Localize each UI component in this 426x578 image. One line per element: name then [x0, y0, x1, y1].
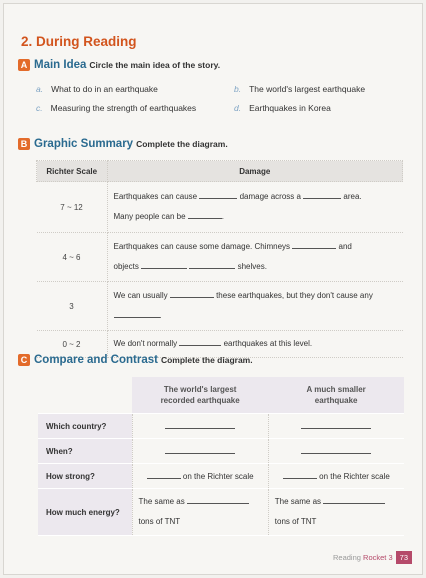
- compare-contrast-table: [38, 377, 404, 536]
- badge-b: B: [18, 138, 30, 150]
- fill-blank[interactable]: [165, 427, 235, 429]
- fill-blank[interactable]: [323, 502, 385, 504]
- badge-a: A: [18, 59, 30, 71]
- fill-blank[interactable]: [187, 502, 249, 504]
- table-row: 3 We can usually these earthquakes, but they don't cause any .: [37, 282, 403, 331]
- option-b[interactable]: b. The world's largest earthquake: [234, 84, 366, 94]
- section-title: 2. During Reading: [21, 34, 137, 49]
- graphic-summary-instruction: Complete the diagram.: [136, 139, 228, 149]
- fill-blank[interactable]: [179, 344, 221, 346]
- row-label-strong: How strong?: [38, 464, 132, 489]
- table-row: 7 ~ 12 Earthquakes can cause damage across a area. Many people can be .: [37, 182, 403, 233]
- workbook-page: [3, 3, 423, 575]
- fill-blank[interactable]: [189, 267, 235, 269]
- page-footer: Reading Rocket 3 73: [333, 551, 412, 564]
- fill-blank[interactable]: [283, 477, 317, 479]
- compare-contrast-title: Compare and Contrast: [34, 354, 158, 366]
- fill-blank[interactable]: [301, 452, 371, 454]
- compare-contrast-heading: [18, 354, 253, 366]
- fill-blank[interactable]: [303, 197, 341, 199]
- page-number: 73: [396, 551, 412, 564]
- option-c[interactable]: c. Measuring the strength of earthquakes: [36, 103, 197, 113]
- table-row: 0 ~ 2 We don't normally earthquakes at this level.: [37, 331, 403, 358]
- fill-blank[interactable]: [188, 217, 222, 219]
- graphic-summary-table: [36, 160, 403, 358]
- fill-blank[interactable]: [199, 197, 237, 199]
- fill-blank[interactable]: [292, 247, 336, 249]
- main-idea-heading: [18, 59, 220, 71]
- header-smaller-earthquake: A much smaller earthquake: [268, 377, 404, 414]
- row-label-country: Which country?: [38, 414, 132, 439]
- table-row: [38, 414, 404, 439]
- option-a[interactable]: a. What to do in an earthquake: [36, 84, 158, 94]
- badge-c: C: [18, 354, 30, 366]
- graphic-summary-heading: [18, 138, 228, 150]
- table-row: [38, 439, 404, 464]
- option-d[interactable]: d. Earthquakes in Korea: [234, 103, 331, 113]
- fill-blank[interactable]: [147, 477, 181, 479]
- graphic-summary-title: Graphic Summary: [34, 138, 134, 150]
- table-row: How much energy? The same as tons of TNT The same as tons of TNT: [38, 489, 404, 536]
- main-idea-instruction: Circle the main idea of the story.: [89, 60, 221, 70]
- table-row: 4 ~ 6 Earthquakes can cause some damage. Chimneys and objects shelves.: [37, 233, 403, 282]
- compare-contrast-instruction: Complete the diagram.: [160, 355, 253, 365]
- row-label-when: When?: [38, 439, 132, 464]
- fill-blank[interactable]: [301, 427, 371, 429]
- table-row: How strong? on the Richter scale on the Richter scale: [38, 464, 404, 489]
- fill-blank[interactable]: [141, 267, 187, 269]
- row-label-energy: How much energy?: [38, 489, 132, 536]
- fill-blank[interactable]: [170, 296, 214, 298]
- fill-blank[interactable]: [165, 452, 235, 454]
- main-idea-title: Main Idea: [34, 59, 87, 71]
- header-richter-scale: Richter Scale: [37, 161, 108, 182]
- header-damage: Damage: [107, 161, 403, 182]
- fill-blank[interactable]: [114, 316, 160, 318]
- header-largest-earthquake: The world's largest recorded earthquake: [132, 377, 268, 414]
